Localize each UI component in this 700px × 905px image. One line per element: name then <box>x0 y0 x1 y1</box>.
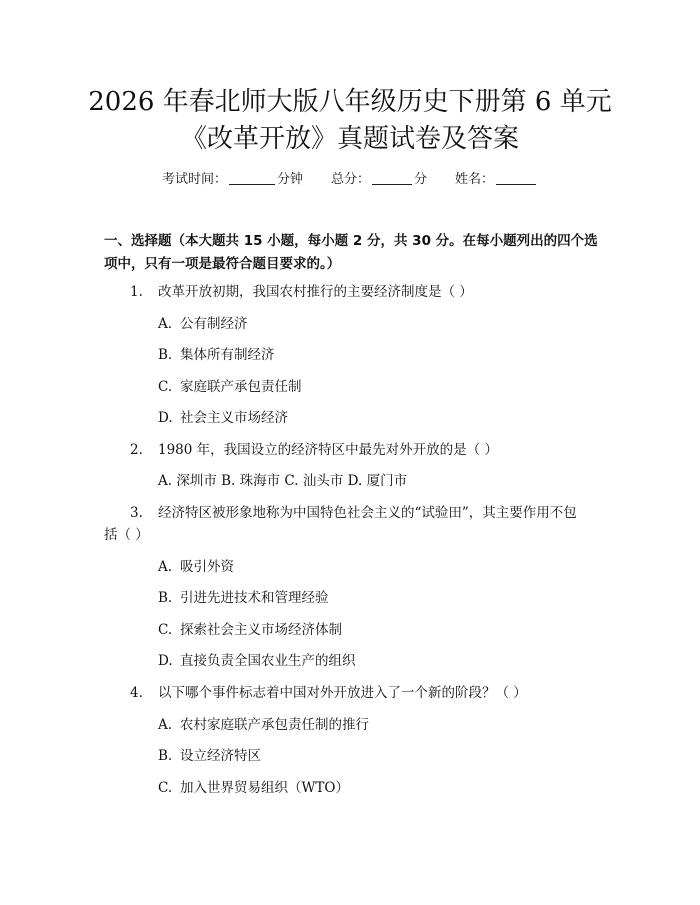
exam-title-line-1: 2026 年春北师大版八年级历史下册第 6 单元 <box>88 87 612 117</box>
question-number: 2. <box>130 442 143 458</box>
time-label: 考试时间： <box>161 172 227 187</box>
option-4c: C. 加入世界贸易组织（WTO） <box>158 780 349 796</box>
name-blank <box>496 172 536 185</box>
option-3c: C. 探索社会主义市场经济体制 <box>158 622 342 638</box>
question-4 <box>130 683 527 703</box>
option-3b: B. 引进先进技术和管理经验 <box>158 590 329 606</box>
question-text-line-2: 括（ ） <box>104 527 149 543</box>
score-label: 总分： <box>330 172 370 187</box>
question-text: 改革开放初期，我国农村推行的主要经济制度是（ ） <box>158 284 473 300</box>
option-4a: A. 农村家庭联产承包责任制的推行 <box>158 717 369 733</box>
score-blank <box>372 172 412 185</box>
option-1d: D. 社会主义市场经济 <box>158 410 288 426</box>
question-text: 1980 年，我国设立的经济特区中最先对外开放的是（ ） <box>158 442 498 458</box>
option-1c: C. 家庭联产承包责任制 <box>158 379 302 395</box>
question-text: 以下哪个事件标志着中国对外开放进入了一个新的阶段？（ ） <box>158 685 527 701</box>
options-2-inline: A. 深圳市 B. 珠海市 C. 汕头市 D. 厦门市 <box>158 473 408 489</box>
option-3d: D. 直接负责全国农业生产的组织 <box>158 653 356 669</box>
exam-meta <box>0 171 700 189</box>
time-blank <box>229 172 275 185</box>
question-3 <box>130 503 577 523</box>
option-3a: A. 吸引外资 <box>158 559 234 575</box>
option-1a: A. 公有制经济 <box>158 316 248 332</box>
question-2 <box>130 440 498 460</box>
question-number: 3. <box>130 505 143 521</box>
exam-title-line-2: 《改革开放》真题试卷及答案 <box>180 124 519 154</box>
option-1b: B. 集体所有制经济 <box>158 347 275 363</box>
name-label: 姓名： <box>455 172 495 187</box>
question-number: 1. <box>130 284 143 300</box>
section-heading-line-2: 项中，只有一项是最符合题目要求的。） <box>104 256 341 272</box>
section-heading-line-1: 一、选择题（本大题共 15 小题，每小题 2 分，共 30 分。在每小题列出的四个选 <box>104 233 598 249</box>
option-4b: B. 设立经济特区 <box>158 748 261 764</box>
question-text-line-1: 经济特区被形象地称为中国特色社会主义的“试验田”，其主要作用不包 <box>158 505 577 521</box>
time-unit: 分钟 <box>276 172 303 187</box>
score-unit: 分 <box>414 172 428 187</box>
question-number: 4. <box>130 685 143 701</box>
question-1 <box>130 282 473 302</box>
